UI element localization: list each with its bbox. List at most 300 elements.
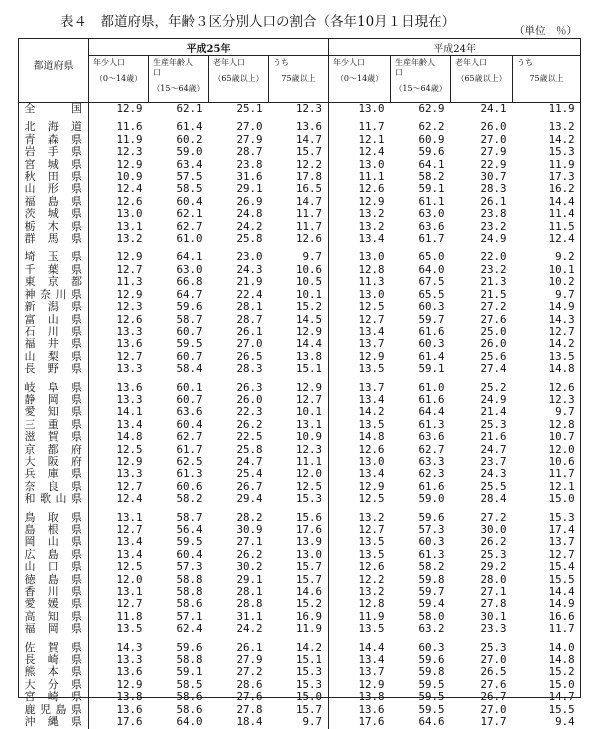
value-cell: 27.2 — [480, 510, 507, 524]
col-working-h24: 生産年齢人 口 （15～64歳） — [391, 56, 451, 103]
value-cell: 61.3 — [418, 417, 445, 431]
value-cell: 59.5 — [418, 702, 445, 716]
value-cell: 16.5 — [296, 182, 323, 196]
value-cell: 12.6 — [116, 312, 143, 326]
value-cell: 30.0 — [480, 523, 507, 536]
value-cell: 12.0 — [296, 467, 323, 481]
value-cell: 61.0 — [176, 232, 203, 246]
value-cell: 22.3 — [236, 405, 263, 419]
table-row — [19, 376, 581, 394]
prefecture-name: 京都府 — [19, 444, 89, 456]
table-title: 表４ 都道府県，年齢３区分別人口の割合（各年10月１日現在） — [60, 14, 456, 30]
value-cell: 26.1 — [480, 194, 507, 208]
value-cell: 15.7 — [296, 572, 323, 586]
value-cell: 12.3 — [296, 102, 323, 115]
value-cell: 12.8 — [548, 417, 575, 431]
value-cell: 12.6 — [329, 444, 391, 456]
value-cell: 14.2 — [548, 337, 575, 351]
value-cell: 13.5 — [116, 622, 143, 636]
table-row — [19, 276, 581, 288]
value-cell: 17.3 — [548, 170, 575, 184]
value-cell: 23.8 — [480, 207, 507, 221]
value-cell: 61.3 — [176, 467, 203, 481]
value-cell: 26.0 — [480, 337, 507, 351]
prefecture-name: 鳥取県 — [19, 506, 89, 524]
value-cell: 64.7 — [176, 287, 203, 301]
prefecture-name: 広島県 — [19, 549, 89, 561]
prefecture-name: 奈良県 — [19, 481, 89, 493]
value-cell: 26.3 — [236, 380, 263, 394]
prefecture-name: 全 国 — [19, 103, 89, 116]
table-row — [19, 536, 581, 548]
value-cell: 12.9 — [116, 157, 143, 171]
value-cell: 60.4 — [176, 194, 203, 208]
value-cell: 60.6 — [176, 479, 203, 493]
value-cell: 14.4 — [548, 194, 575, 208]
value-cell: 13.9 — [296, 535, 323, 549]
table-row — [19, 146, 581, 158]
value-cell: 12.7 — [329, 314, 391, 326]
value-cell: 15.7 — [296, 560, 323, 574]
value-cell: 28.0 — [480, 572, 507, 586]
prefecture-name: 長崎県 — [19, 654, 89, 666]
value-cell: 12.8 — [329, 598, 391, 610]
value-cell: 59.0 — [418, 492, 445, 506]
value-cell: 59.7 — [418, 585, 445, 599]
value-cell: 13.1 — [116, 510, 143, 524]
value-cell: 11.5 — [548, 219, 575, 233]
prefecture-name: 岐阜県 — [19, 376, 89, 394]
value-cell: 14.4 — [296, 337, 323, 351]
value-cell: 22.4 — [236, 287, 263, 301]
value-cell: 13.8 — [296, 349, 323, 363]
value-cell: 26.0 — [236, 392, 263, 406]
value-cell: 13.5 — [548, 349, 575, 363]
value-cell: 24.3 — [236, 262, 263, 276]
value-cell: 26.9 — [236, 194, 263, 208]
value-cell: 59.4 — [418, 597, 445, 611]
value-cell: 27.0 — [480, 702, 507, 716]
value-cell: 31.1 — [236, 609, 263, 623]
value-cell: 30.1 — [480, 609, 507, 623]
value-cell: 10.1 — [296, 405, 323, 419]
col-75plus-h24: うち 75歳以上 — [513, 56, 581, 103]
value-cell: 12.4 — [548, 232, 575, 246]
value-cell: 12.5 — [329, 493, 391, 505]
value-cell: 15.6 — [296, 510, 323, 524]
table-row — [19, 666, 581, 678]
value-cell: 12.9 — [116, 677, 143, 691]
value-cell: 62.4 — [176, 622, 203, 636]
value-cell: 58.6 — [176, 702, 203, 716]
value-cell: 64.0 — [176, 715, 203, 729]
value-cell: 13.4 — [329, 233, 391, 245]
prefecture-header: 都道府県 — [19, 39, 89, 103]
value-cell: 12.6 — [296, 232, 323, 246]
table-row — [19, 704, 581, 716]
prefecture-name: 沖縄県 — [19, 716, 89, 728]
prefecture-name: 熊本県 — [19, 666, 89, 678]
value-cell: 64.6 — [418, 715, 445, 729]
value-cell: 12.1 — [548, 479, 575, 493]
value-cell: 62.7 — [418, 442, 445, 456]
value-cell: 28.3 — [236, 362, 263, 376]
value-cell: 13.4 — [329, 468, 391, 480]
value-cell: 12.7 — [116, 597, 143, 611]
value-cell: 60.1 — [176, 380, 203, 394]
prefecture-name: 静岡県 — [19, 394, 89, 406]
prefecture-name: 福岡県 — [19, 623, 89, 635]
value-cell: 60.7 — [176, 392, 203, 406]
value-cell: 21.5 — [480, 287, 507, 301]
value-cell: 14.4 — [329, 636, 391, 654]
value-cell: 12.6 — [548, 380, 575, 394]
value-cell: 27.9 — [236, 653, 263, 667]
value-cell: 12.5 — [296, 479, 323, 493]
value-cell: 14.6 — [296, 585, 323, 599]
value-cell: 13.4 — [116, 417, 143, 431]
value-cell: 17.6 — [329, 716, 391, 728]
value-cell: 12.7 — [116, 262, 143, 276]
value-cell: 61.7 — [418, 232, 445, 246]
value-cell: 59.6 — [418, 653, 445, 667]
value-cell: 63.6 — [176, 405, 203, 419]
value-cell: 62.1 — [176, 207, 203, 221]
value-cell: 12.2 — [329, 574, 391, 586]
value-cell: 17.6 — [116, 715, 143, 729]
value-cell: 12.7 — [296, 392, 323, 406]
value-cell: 63.4 — [176, 157, 203, 171]
value-cell: 26.5 — [480, 665, 507, 679]
value-cell: 12.1 — [329, 134, 391, 146]
value-cell: 24.7 — [480, 442, 507, 456]
value-cell: 12.2 — [296, 157, 323, 171]
value-cell: 14.4 — [548, 585, 575, 599]
value-cell: 25.5 — [480, 479, 507, 493]
value-cell: 12.7 — [329, 524, 391, 536]
value-cell: 58.5 — [176, 182, 203, 196]
value-cell: 24.9 — [480, 232, 507, 246]
unit-label: （単位 ％） — [514, 25, 577, 37]
value-cell: 13.7 — [548, 535, 575, 549]
value-cell: 24.1 — [480, 102, 507, 115]
value-cell: 13.2 — [329, 221, 391, 233]
value-cell: 14.9 — [548, 300, 575, 314]
prefecture-name: 群馬県 — [19, 233, 89, 245]
value-cell: 28.3 — [480, 182, 507, 196]
value-cell: 14.7 — [296, 132, 323, 146]
value-cell: 26.0 — [480, 120, 507, 134]
value-cell: 12.3 — [116, 145, 143, 159]
value-cell: 13.1 — [116, 219, 143, 233]
value-cell: 15.2 — [548, 665, 575, 679]
value-cell: 21.9 — [236, 275, 263, 289]
prefecture-name: 石川県 — [19, 326, 89, 338]
value-cell: 9.4 — [555, 715, 575, 729]
value-cell: 28.1 — [236, 300, 263, 314]
value-cell: 11.9 — [296, 622, 323, 636]
value-cell: 22.9 — [480, 157, 507, 171]
value-cell: 58.5 — [176, 677, 203, 691]
value-cell: 28.7 — [236, 312, 263, 326]
prefecture-name: 富山県 — [19, 314, 89, 326]
value-cell: 59.6 — [176, 300, 203, 314]
value-cell: 15.1 — [296, 653, 323, 667]
table-row — [19, 506, 581, 524]
value-cell: 64.1 — [176, 250, 203, 264]
value-cell: 17.8 — [296, 170, 323, 184]
value-cell: 27.0 — [480, 132, 507, 146]
value-cell: 11.1 — [296, 454, 323, 468]
value-cell: 13.7 — [329, 666, 391, 678]
value-cell: 12.9 — [296, 380, 323, 394]
prefecture-name: 愛媛県 — [19, 598, 89, 610]
table-row — [19, 716, 581, 728]
value-cell: 64.0 — [418, 262, 445, 276]
prefecture-name: 鹿児島県 — [19, 704, 89, 716]
value-cell: 31.6 — [236, 170, 263, 184]
value-cell: 59.6 — [418, 510, 445, 524]
value-cell: 13.7 — [329, 338, 391, 350]
value-cell: 9.7 — [555, 287, 575, 301]
value-cell: 27.2 — [236, 665, 263, 679]
table-row — [19, 103, 581, 116]
value-cell: 13.0 — [329, 245, 391, 263]
value-cell: 18.4 — [236, 715, 263, 729]
value-cell: 14.0 — [548, 640, 575, 654]
value-cell: 26.7 — [480, 690, 507, 704]
value-cell: 11.3 — [329, 276, 391, 288]
value-cell: 13.2 — [329, 586, 391, 598]
value-cell: 28.6 — [236, 677, 263, 691]
value-cell: 11.7 — [329, 115, 391, 133]
value-cell: 13.8 — [329, 691, 391, 703]
value-cell: 63.3 — [418, 454, 445, 468]
value-cell: 27.0 — [236, 120, 263, 134]
table-row — [19, 208, 581, 220]
value-cell: 58.7 — [176, 312, 203, 326]
value-cell: 15.0 — [548, 677, 575, 691]
value-cell: 23.8 — [236, 157, 263, 171]
value-cell: 27.9 — [480, 145, 507, 159]
value-cell: 61.0 — [418, 380, 445, 394]
value-cell: 13.4 — [116, 535, 143, 549]
value-cell: 9.7 — [555, 405, 575, 419]
prefecture-name: 山口県 — [19, 561, 89, 573]
prefecture-name: 千葉県 — [19, 264, 89, 276]
prefecture-name: 和歌山県 — [19, 493, 89, 505]
value-cell: 12.7 — [116, 349, 143, 363]
value-cell: 30.9 — [236, 523, 263, 536]
value-cell: 10.9 — [116, 170, 143, 184]
value-cell: 12.9 — [116, 102, 143, 115]
value-cell: 15.3 — [548, 145, 575, 159]
value-cell: 23.3 — [480, 622, 507, 636]
value-cell: 26.1 — [236, 324, 263, 338]
value-cell: 28.8 — [236, 597, 263, 611]
value-cell: 12.3 — [116, 300, 143, 314]
prefecture-name: 高知県 — [19, 611, 89, 623]
value-cell: 60.7 — [176, 349, 203, 363]
value-cell: 12.6 — [329, 183, 391, 195]
value-cell: 13.6 — [116, 380, 143, 394]
value-cell: 57.3 — [176, 560, 203, 574]
value-cell: 12.4 — [329, 146, 391, 158]
value-cell: 27.6 — [480, 677, 507, 691]
value-cell: 60.3 — [418, 337, 445, 351]
value-cell: 10.7 — [548, 430, 575, 444]
value-cell: 15.5 — [548, 702, 575, 716]
value-cell: 58.6 — [176, 690, 203, 704]
value-cell: 15.3 — [296, 492, 323, 506]
prefecture-name: 福島県 — [19, 196, 89, 208]
value-cell: 29.1 — [236, 572, 263, 586]
value-cell: 13.5 — [329, 623, 391, 635]
value-cell: 61.6 — [418, 392, 445, 406]
table-body — [19, 103, 581, 729]
value-cell: 63.2 — [418, 622, 445, 636]
value-cell: 13.0 — [296, 547, 323, 561]
value-cell: 27.6 — [480, 312, 507, 326]
value-cell: 12.5 — [329, 301, 391, 313]
value-cell: 12.6 — [329, 561, 391, 573]
value-cell: 27.0 — [480, 653, 507, 667]
value-cell: 17.4 — [548, 523, 575, 536]
prefecture-name: 茨城県 — [19, 208, 89, 220]
value-cell: 28.1 — [236, 585, 263, 599]
era-header-h24: 平成24年 — [329, 39, 581, 56]
value-cell: 63.6 — [418, 430, 445, 444]
value-cell: 11.8 — [116, 609, 143, 623]
value-cell: 25.2 — [480, 380, 507, 394]
value-cell: 27.1 — [236, 535, 263, 549]
value-cell: 28.2 — [236, 510, 263, 524]
value-cell: 11.1 — [329, 171, 391, 183]
value-cell: 13.5 — [329, 363, 391, 375]
value-cell: 56.4 — [176, 523, 203, 536]
value-cell: 64.4 — [418, 405, 445, 419]
value-cell: 10.1 — [296, 287, 323, 301]
value-cell: 12.7 — [548, 547, 575, 561]
value-cell: 26.2 — [236, 417, 263, 431]
value-cell: 27.1 — [480, 585, 507, 599]
prefecture-name: 秋田県 — [19, 171, 89, 183]
value-cell: 61.4 — [176, 120, 203, 134]
value-cell: 66.8 — [176, 275, 203, 289]
value-cell: 14.5 — [296, 312, 323, 326]
value-cell: 26.7 — [236, 479, 263, 493]
value-cell: 11.9 — [329, 611, 391, 623]
value-cell: 26.2 — [480, 535, 507, 549]
value-cell: 13.4 — [329, 326, 391, 338]
prefecture-name: 岡山県 — [19, 536, 89, 548]
value-cell: 14.8 — [116, 430, 143, 444]
value-cell: 13.6 — [116, 337, 143, 351]
value-cell: 59.8 — [418, 665, 445, 679]
value-cell: 26.2 — [236, 547, 263, 561]
value-cell: 13.2 — [329, 506, 391, 524]
value-cell: 60.3 — [418, 535, 445, 549]
value-cell: 14.2 — [548, 132, 575, 146]
value-cell: 11.7 — [548, 467, 575, 481]
value-cell: 59.5 — [176, 535, 203, 549]
prefecture-name: 佐賀県 — [19, 636, 89, 654]
value-cell: 57.5 — [176, 170, 203, 184]
value-cell: 12.9 — [296, 324, 323, 338]
value-cell: 59.6 — [176, 640, 203, 654]
value-cell: 58.2 — [176, 492, 203, 506]
table-row — [19, 598, 581, 610]
prefecture-name: 東京都 — [19, 276, 89, 288]
value-cell: 58.2 — [418, 560, 445, 574]
value-cell: 10.9 — [296, 430, 323, 444]
value-cell: 28.4 — [480, 492, 507, 506]
value-cell: 29.1 — [236, 182, 263, 196]
value-cell: 13.2 — [116, 232, 143, 246]
value-cell: 22.5 — [236, 430, 263, 444]
col-old-h24: 老年人口 （65歳以上） — [451, 56, 513, 103]
value-cell: 14.2 — [329, 406, 391, 418]
table-row — [19, 468, 581, 480]
value-cell: 29.2 — [480, 560, 507, 574]
prefecture-name: 新潟県 — [19, 301, 89, 313]
value-cell: 14.3 — [548, 312, 575, 326]
value-cell: 12.9 — [116, 250, 143, 264]
value-cell: 15.3 — [296, 665, 323, 679]
value-cell: 58.8 — [176, 585, 203, 599]
value-cell: 59.5 — [418, 690, 445, 704]
col-working-h25: 生産年齢人 口 （15～64歳） — [149, 56, 209, 103]
value-cell: 26.5 — [236, 349, 263, 363]
value-cell: 10.5 — [296, 275, 323, 289]
value-cell: 13.0 — [329, 159, 391, 171]
value-cell: 25.3 — [480, 640, 507, 654]
value-cell: 13.0 — [329, 289, 391, 301]
value-cell: 10.1 — [548, 262, 575, 276]
value-cell: 13.4 — [329, 654, 391, 666]
value-cell: 27.0 — [236, 337, 263, 351]
value-cell: 12.5 — [116, 560, 143, 574]
value-cell: 62.1 — [176, 102, 203, 115]
value-cell: 14.9 — [548, 597, 575, 611]
value-cell: 59.5 — [418, 677, 445, 691]
table-row — [19, 691, 581, 703]
value-cell: 28.7 — [236, 145, 263, 159]
prefecture-name: 神奈川県 — [19, 289, 89, 301]
value-cell: 59.6 — [418, 145, 445, 159]
prefecture-name: 三重県 — [19, 419, 89, 431]
value-cell: 11.9 — [548, 102, 575, 115]
value-cell: 13.3 — [116, 392, 143, 406]
value-cell: 10.6 — [296, 262, 323, 276]
value-cell: 24.3 — [480, 467, 507, 481]
value-cell: 25.4 — [236, 467, 263, 481]
value-cell: 14.2 — [296, 640, 323, 654]
value-cell: 62.7 — [176, 219, 203, 233]
value-cell: 65.0 — [418, 250, 445, 264]
value-cell: 12.9 — [116, 454, 143, 468]
value-cell: 10.2 — [548, 275, 575, 289]
value-cell: 13.5 — [329, 536, 391, 548]
value-cell: 12.9 — [329, 351, 391, 363]
value-cell: 9.7 — [302, 250, 323, 264]
value-cell: 15.3 — [548, 510, 575, 524]
value-cell: 65.5 — [418, 287, 445, 301]
value-cell: 15.2 — [296, 300, 323, 314]
value-cell: 59.1 — [418, 182, 445, 196]
value-cell: 61.6 — [418, 479, 445, 493]
value-cell: 25.8 — [236, 442, 263, 456]
